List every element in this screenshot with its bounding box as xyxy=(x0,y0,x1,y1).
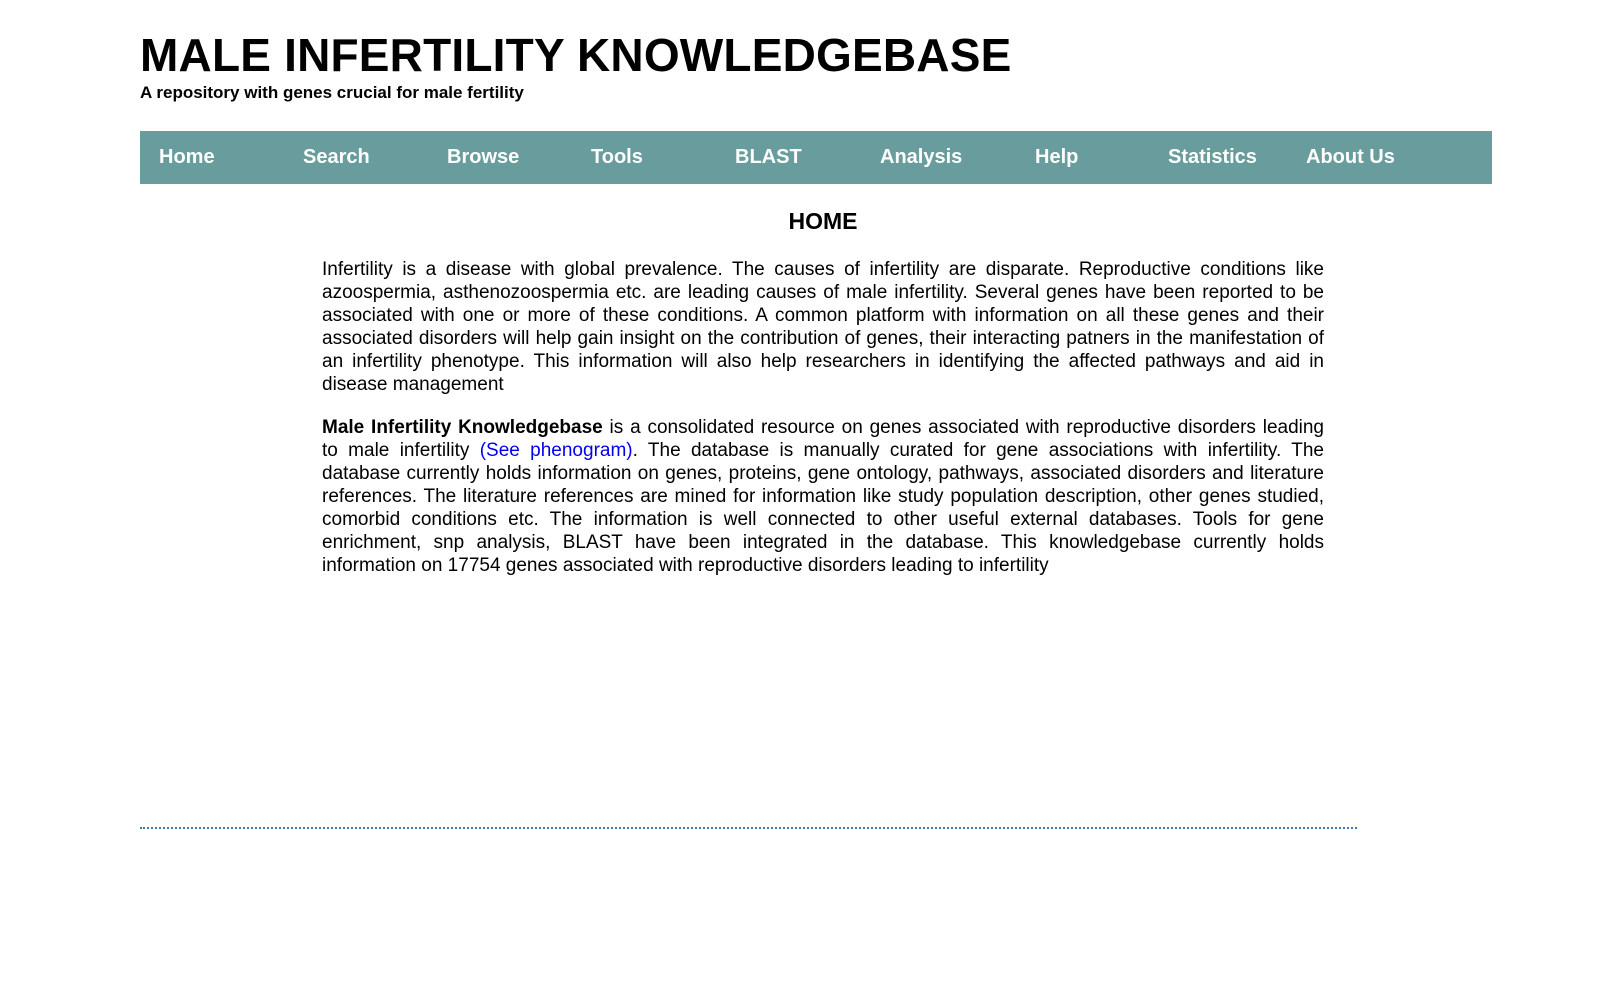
about-text-part2: . The database is manually curated for gene associations with infertility. The database currently holds information on genes, proteins, gene ontology, pathways, associated disorders and literature references. The literature references are mined for information like study population description, other genes studied, comorbid conditions etc. The information is well connected to other useful external databases. Tools for gene enrichment, snp analysis, BLAST have been integrated in the database. This knowledgebase currently holds information on 17754 genes associated with reproductive disorders leading to infertility xyxy=(322,440,1324,576)
page-heading: HOME xyxy=(788,208,858,234)
about-text-part1: is a consolidated resource on genes associated with reproductive disorders leading to male infertility xyxy=(322,417,1325,461)
about-paragraph xyxy=(322,416,1324,577)
nav-search[interactable]: Search xyxy=(303,146,370,168)
nav-home[interactable]: Home xyxy=(159,146,215,168)
main-nav xyxy=(140,131,1492,184)
site-title: MALE INFERTILITY KNOWLEDGEBASE xyxy=(140,29,1012,81)
footer-divider xyxy=(140,827,1357,829)
site-subtitle: A repository with genes crucial for male fertility xyxy=(140,83,524,102)
nav-help[interactable]: Help xyxy=(1035,146,1079,168)
intro-paragraph: Infertility is a disease with global prevalence. The causes of infertility are disparate. Reproductive conditions like azoospermia, asthenozoospermia etc. are leading causes of male infertility. Several genes have been reported to be associated with one or more of these conditions. A common platform with information on all these genes and their associated disorders will help gain insight on the contribution of genes, their interacting patners in the manifestation of an infertility phenotype. This information will also help researchers in identifying the affected pathways and aid in disease management xyxy=(322,259,1324,395)
main-content xyxy=(322,258,1324,597)
nav-about-us[interactable]: About Us xyxy=(1306,146,1395,168)
site-header xyxy=(140,28,1012,104)
nav-blast[interactable]: BLAST xyxy=(735,146,802,168)
nav-browse[interactable]: Browse xyxy=(447,146,520,168)
nav-analysis[interactable]: Analysis xyxy=(880,146,963,168)
nav-statistics[interactable]: Statistics xyxy=(1168,146,1257,168)
nav-tools[interactable]: Tools xyxy=(591,146,643,168)
phenogram-link[interactable]: (See phenogram) xyxy=(479,440,633,461)
kb-name: Male Infertility Knowledgebase xyxy=(322,417,603,438)
